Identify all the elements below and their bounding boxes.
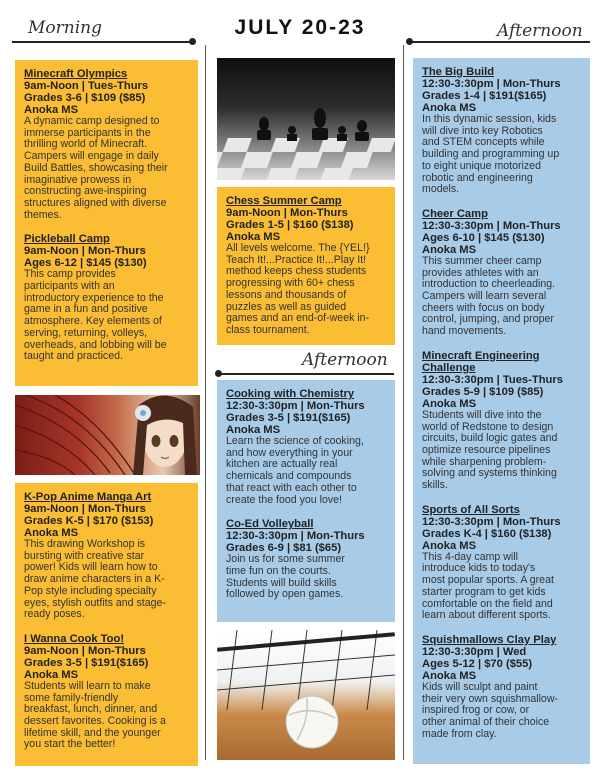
- camp-location: Anoka MS: [422, 669, 477, 682]
- camp-location: Anoka MS: [422, 102, 477, 114]
- camp-title: I Wanna Cook Too!: [24, 632, 125, 645]
- camp-description-line: breakfast, lunch, dinner, and: [24, 703, 158, 716]
- camp-description-line: bursting with creative star: [24, 549, 145, 562]
- camp-location: Anoka MS: [24, 104, 79, 116]
- camp-schedule: 9am-Noon | Mon-Thurs: [24, 245, 146, 258]
- camp-description-line: serving, returning, volleys,: [24, 326, 148, 339]
- camp-schedule: 9am-Noon | Mon-Thurs: [226, 207, 348, 219]
- morning-heading: Morning: [28, 18, 102, 38]
- camp-description-line: In this dynamic session, kids: [422, 113, 557, 125]
- camp-location: Anoka MS: [422, 397, 477, 410]
- chess-board-image: [217, 58, 395, 180]
- camp-description-line: Join us for some summer: [226, 553, 345, 566]
- camp-description-line: their very own squishmallow-: [422, 692, 559, 705]
- camp-description-line: circuits, build logic gates and: [422, 432, 558, 445]
- camp-schedule: 12:30-3:30pm | Mon-Thurs: [422, 515, 561, 528]
- camp-description-line: introductory experience to the: [24, 291, 164, 304]
- camp-description-line: This 4-day camp will: [422, 550, 518, 563]
- morning-rule-dot: [189, 38, 196, 45]
- camp-sports-of-all-sorts: [422, 504, 582, 622]
- camp-schedule: 12:30-3:30pm | Tues-Thurs: [422, 373, 563, 386]
- camp-description-line: class tournament.: [226, 323, 310, 336]
- camp-description-line: world of Redstone to design: [422, 420, 554, 433]
- camp-description-line: atmosphere. Key elements of: [24, 315, 162, 328]
- camp-description-line: imaginative prowess in: [24, 173, 132, 186]
- camp-description-line: lessons and thousands of: [226, 288, 347, 301]
- camp-schedule: 9am-Noon | Mon-Thurs: [24, 503, 146, 515]
- camp-description-line: control, jumping, and proper: [422, 313, 554, 326]
- camp-description-line: Learn the science of cooking,: [226, 435, 364, 447]
- camp-title: Minecraft Olympics: [24, 68, 128, 80]
- camp-description-line: while sharpening problem-: [422, 455, 547, 468]
- camp-schedule: Grades 1-4 | $191($165): [422, 90, 547, 102]
- camp-description-line: solving and systems thinking: [422, 467, 557, 480]
- camp-description-line: method keeps chess students: [226, 265, 367, 278]
- camp-title: Co-Ed Volleyball: [226, 518, 314, 531]
- camp-description-line: eyes, stylish outfits and stage-: [24, 596, 166, 609]
- camp-description-line: models.: [422, 183, 460, 196]
- camp-schedule: Ages 6-10 | $145 ($130): [422, 231, 545, 244]
- camp-chess-summer-camp: [226, 195, 387, 337]
- camp-description-line: chemicals and compounds: [226, 470, 352, 483]
- camp-description-line: games and an end-of-week in-: [226, 312, 370, 325]
- camp-schedule: Grades K-4 | $160 ($138): [422, 527, 552, 540]
- camp-description-line: learn about different sports.: [422, 609, 551, 622]
- camp-description-line: Build Battles, showcasing their: [24, 161, 168, 174]
- camp-schedule: 12:30-3:30pm | Mon-Thurs: [226, 530, 365, 543]
- camp-description-line: other animal of their choice: [422, 716, 550, 729]
- camp-description-line: and how everything in your: [226, 446, 353, 459]
- camp-description-line: puzzles as well as guided: [226, 300, 347, 313]
- camp-description-line: participants with an: [24, 280, 115, 293]
- camp-title: Squishmallows Clay Play: [422, 633, 557, 646]
- afternoon-rule-dot: [406, 38, 413, 45]
- camp-location: Anoka MS: [24, 527, 79, 539]
- camp-description-line: draw anime characters in a K-: [24, 573, 165, 586]
- camp-schedule: Ages 5-12 | $70 ($55): [422, 657, 533, 670]
- camp-minecraft-engineering-challenge: [422, 350, 582, 492]
- camp-schedule: Grades 3-6 | $109 ($85): [24, 92, 146, 104]
- camp-description-line: ready poses.: [24, 608, 85, 621]
- camp-schedule: Grades 5-9 | $109 ($85): [422, 385, 544, 398]
- camp-description-line: Students will learn to make: [24, 679, 151, 692]
- camp-description-line: A dynamic camp designed to: [24, 115, 160, 127]
- camp-description-line: and STEM concepts while: [422, 136, 545, 149]
- camp-description-line: Teach It!...Practice It!...Play It!: [226, 253, 367, 266]
- camp-location: Anoka MS: [422, 539, 477, 552]
- camp-schedule: 12:30-3:30pm | Mon-Thurs: [422, 219, 561, 232]
- camp-description-line: optimize resource pipelines: [422, 443, 551, 456]
- chess-box: [217, 187, 395, 345]
- camp-description-line: some family-friendly: [24, 691, 119, 704]
- anime-girl-image: [15, 395, 200, 475]
- camp-description-line: themes.: [24, 208, 62, 221]
- camp-schedule: 12:30-3:30pm | Mon-Thurs: [422, 78, 561, 90]
- camp-schedule: Grades 6-9 | $81 ($65): [226, 542, 342, 555]
- camp-description-line: that react with each other to: [226, 481, 357, 494]
- camp-description-line: lifetime skill, and the younger: [24, 726, 161, 739]
- camp-schedule: Grades 1-5 | $160 ($138): [226, 219, 354, 231]
- camp-description-line: building and programming up: [422, 148, 560, 161]
- camp-description-line: cheers with focus on body: [422, 301, 545, 314]
- camp-description-line: All levels welcome. The {YEL!}: [226, 242, 370, 254]
- morning-box-top: [15, 60, 198, 386]
- camp-schedule: Grades 3-5 | $191($165): [226, 412, 351, 424]
- camp-description-line: immerse participants in the: [24, 126, 151, 139]
- camp-description-line: will dive into key Robotics: [422, 124, 543, 137]
- column-divider-left: [205, 45, 206, 760]
- camp-description-line: introduce kids to today's: [422, 562, 536, 575]
- camp-description-line: power! Kids will learn how to: [24, 561, 158, 574]
- camp-title: K-Pop Anime Manga Art: [24, 491, 152, 503]
- camp-description-line: kitchen are actually real: [226, 458, 338, 471]
- camp-description-line: robotic and engineering: [422, 171, 533, 184]
- camp-schedule: 9am-Noon | Tues-Thurs: [24, 80, 149, 92]
- camp-title: The Big Build: [422, 66, 495, 78]
- camp-schedule: 12:30-3:30pm | Wed: [422, 645, 527, 658]
- camp-description-line: thrilling world of Minecraft.: [24, 138, 148, 151]
- camp-location: Anoka MS: [226, 231, 281, 243]
- camp-description-line: time fun on the courts.: [226, 564, 331, 577]
- camp-schedule: 9am-Noon | Mon-Thurs: [24, 644, 146, 657]
- camp-description-line: provides athletes with an: [422, 266, 539, 279]
- page-title: JULY 20-23: [234, 16, 366, 39]
- camp-description-line: Students will dive into the: [422, 408, 542, 421]
- column-divider-right: [403, 45, 404, 760]
- camp-description-line: create the food you love!: [226, 493, 343, 506]
- camp-schedule: 12:30-3:30pm | Mon-Thurs: [226, 400, 365, 412]
- camp-location: Anoka MS: [422, 243, 477, 256]
- camp-schedule: Grades 3-5 | $191($165): [24, 656, 149, 669]
- camp-description-line: Kids will sculpt and paint: [422, 680, 538, 693]
- camp-description-line: you start the better!: [24, 738, 116, 751]
- camp-schedule: Grades K-5 | $170 ($153): [24, 515, 154, 527]
- camp-description-line: game in a fun and positive: [24, 303, 148, 316]
- camp-description-line: Campers will learn several: [422, 290, 547, 303]
- camp-description-line: This summer cheer camp: [422, 254, 542, 267]
- camp-description-line: comfortable on the field and: [422, 597, 553, 610]
- middle-afternoon-box: [217, 380, 395, 622]
- camp-schedule: Ages 6-12 | $145 ($130): [24, 257, 147, 270]
- afternoon-box: [413, 58, 590, 764]
- camp-title: Challenge: [422, 361, 476, 374]
- camp-title: Cooking with Chemistry: [226, 388, 355, 400]
- camp-pickleball-camp: [24, 233, 190, 363]
- camp-description-line: Students will build skills: [226, 576, 337, 589]
- camp-description-line: hand movements.: [422, 325, 507, 338]
- camp-description-line: skills.: [422, 479, 448, 492]
- morning-box-bottom: [15, 483, 198, 766]
- camp-description-line: overheads, and lobbing will be: [24, 338, 167, 351]
- camp-cooking-with-chemistry: [226, 388, 387, 506]
- middle-afternoon-rule-dot: [215, 370, 222, 377]
- camp-description-line: introduction to cheerleading.: [422, 278, 556, 291]
- camp-title: Pickleball Camp: [24, 233, 110, 246]
- camp-squishmallows-clay-play: [422, 634, 582, 741]
- camp-description-line: constructing awe-inspiring: [24, 185, 147, 198]
- camp-title: Minecraft Engineering: [422, 349, 540, 362]
- camp-title: Chess Summer Camp: [226, 195, 342, 207]
- camp-minecraft-olympics: [24, 68, 190, 221]
- camp-title: Sports of All Sorts: [422, 503, 520, 516]
- camp-description-line: This camp provides: [24, 268, 116, 281]
- camp-title: Cheer Camp: [422, 207, 488, 220]
- camp-description-line: Pop style including specialty: [24, 584, 157, 597]
- camp-description-line: made from clay.: [422, 727, 497, 740]
- camp-the-big-build: [422, 66, 582, 196]
- camp-description-line: progressing with 60+ chess: [226, 277, 355, 290]
- camp-description-line: followed by open games.: [226, 588, 344, 601]
- camp-description-line: dessert favorites. Cooking is a: [24, 715, 166, 728]
- camp-description-line: This drawing Workshop is: [24, 538, 146, 550]
- camp-description-line: Campers will engage in daily: [24, 150, 159, 163]
- camp-description-line: structures aligned with diverse: [24, 196, 167, 209]
- middle-afternoon-rule: [218, 373, 394, 375]
- middle-afternoon-heading: Afternoon: [302, 350, 388, 370]
- camp-k-pop-anime-manga-art: [24, 491, 190, 621]
- camp-co-ed-volleyball: [226, 518, 387, 601]
- camp-description-line: inspired frog or cow, or: [422, 704, 530, 717]
- camp-description-line: most popular sports. A great: [422, 574, 554, 587]
- camp-description-line: taught and practiced.: [24, 350, 123, 363]
- camp-description-line: to eight unique motorized: [422, 159, 541, 172]
- camp-description-line: starter program to get kids: [422, 585, 546, 598]
- afternoon-rule: [410, 41, 590, 43]
- camp-i-wanna-cook-too: [24, 633, 190, 751]
- afternoon-heading: Afternoon: [497, 21, 583, 41]
- volleyball-image: [217, 630, 395, 760]
- camp-location: Anoka MS: [226, 424, 281, 436]
- morning-rule: [12, 41, 192, 43]
- camp-cheer-camp: [422, 208, 582, 338]
- camp-location: Anoka MS: [24, 668, 79, 681]
